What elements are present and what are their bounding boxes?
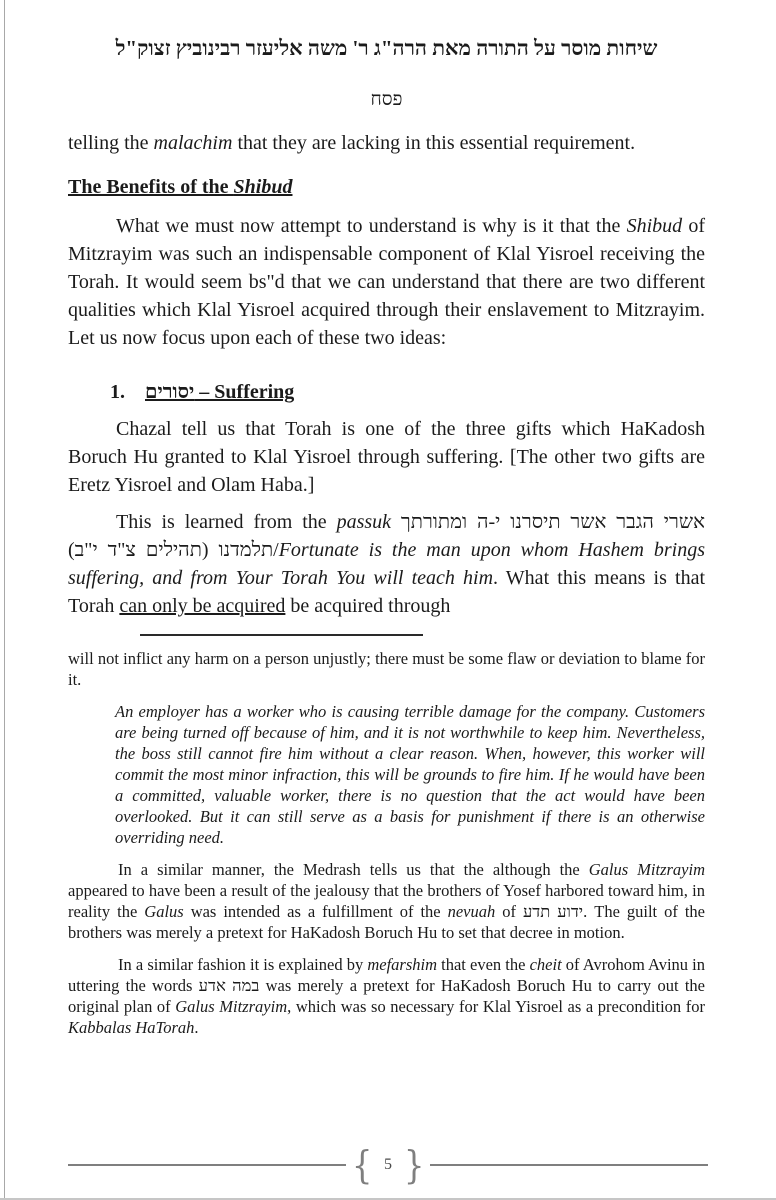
document-subtitle-pesach: פסח xyxy=(370,89,403,110)
intro-paragraph: What we must now attempt to understand is why is it that the Shibud of Mitzrayim was such an indispensable component of Klal Yisroel receiving the Torah. It would seem bs"d that we can understand that there are two different qualities which Klal Yisroel acquired through their enslavement to Mitzrayim. Let us now focus upon each of these two ideas: xyxy=(68,215,705,349)
page-footer xyxy=(68,1143,708,1187)
passuk-paragraph: This is learned from the passuk אשרי הגבר אשר תיסרנו י-ה ומתורתך תלמדנו (תהילים צ"ד י"ב)/Fortunate is the man upon whom Hashem brings suffering, and from Your Torah You will teach him. What this means is that Torah can only be acquired be acquired through xyxy=(68,511,706,617)
page-edge-left xyxy=(4,0,5,1200)
page-content xyxy=(68,0,705,1038)
footnote-avrohom: In a similar fashion it is explained by mefarshim that even the cheit of Avrohom Avinu in uttering the words במה אדע was merely a pretext for HaKadosh Boruch Hu to carry out the original plan of Galus Mitzrayim, which was so necessary for Klal Yisroel as a precondition for Kabbalas HaTorah. xyxy=(68,955,706,1037)
footnote-medrash: In a similar manner, the Medrash tells us that the although the Galus Mitzrayim appeared to have been a result of the jealousy that the brothers of Yosef harbored toward him, in reality the Galus was intended as a fulfillment of the nevuah of ידוע תדע. The guilt of the brothers was merely a pretext for HaKadosh Boruch Hu to set that decree in motion. xyxy=(68,860,706,942)
numbered-heading-text: יסורים – Suffering xyxy=(145,381,295,403)
footer-page-number: 5 xyxy=(384,1156,392,1173)
numbered-heading-suffering xyxy=(68,378,705,406)
footer-brace-left: { xyxy=(351,1143,373,1187)
footnote-continuation: will not inflict any harm on a person unjustly; there must be some flaw or deviation to blame for it. xyxy=(68,649,705,689)
footer-brace-right: } xyxy=(403,1143,425,1187)
continuation-paragraph: telling the malachim that they are lacking in this essential requirement. xyxy=(68,132,636,154)
footnote-story-italic: An employer has a worker who is causing terrible damage for the company. Customers are being turned off because of him, and it is not worthwhile to keep him. Nevertheless, the boss still cannot fire him without a clear reason. When, however, this worker will commit the most minor infraction, this will be grounds to fire him. If he would have been a committed, valuable worker, there is no question that the act would have been overlooked. But it can still serve as a basis for punishment if there is an otherwise overriding need. xyxy=(115,702,705,847)
footer-rule-right xyxy=(430,1164,708,1166)
chazal-paragraph: Chazal tell us that Torah is one of the three gifts which HaKadosh Boruch Hu granted to Klal Yisroel through suffering. [The other two gifts are Eretz Yisroel and Olam Haba.] xyxy=(68,418,705,496)
section-heading-benefits: The Benefits of the Shibud xyxy=(68,176,293,198)
list-number: 1. xyxy=(110,381,125,403)
document-title-hebrew: שיחות מוסר על התורה מאת הרה"ג ר' משה אליעזר רבינוביץ זצוק"ל xyxy=(115,36,658,60)
footnote-separator xyxy=(140,634,423,636)
footer-rule-left xyxy=(68,1164,346,1166)
